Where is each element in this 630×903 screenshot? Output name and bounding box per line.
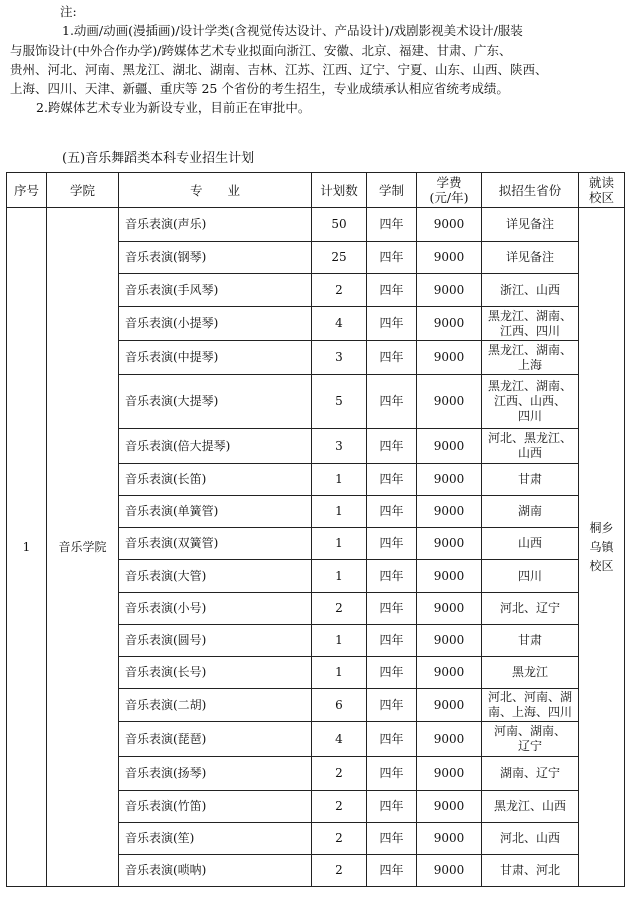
plan-cell: 25 bbox=[312, 242, 367, 274]
duration-cell: 四年 bbox=[367, 757, 417, 791]
major-cell: 音乐表演(大管) bbox=[119, 560, 312, 593]
header-duration: 学制 bbox=[367, 173, 417, 208]
provinces-cell: 湖南 bbox=[482, 496, 579, 528]
plan-cell: 3 bbox=[312, 341, 367, 375]
provinces-cell: 四川 bbox=[482, 560, 579, 593]
major-cell: 音乐表演(小号) bbox=[119, 593, 312, 625]
plan-cell: 50 bbox=[312, 208, 367, 242]
major-cell: 音乐表演(大提琴) bbox=[119, 375, 312, 429]
provinces-cell: 甘肃、河北 bbox=[482, 855, 579, 887]
section-title: (五)音乐舞蹈类本科专业招生计划 bbox=[62, 151, 255, 166]
notes-heading: 注: bbox=[60, 4, 77, 19]
major-cell: 音乐表演(钢琴) bbox=[119, 242, 312, 274]
duration-cell: 四年 bbox=[367, 341, 417, 375]
duration-cell: 四年 bbox=[367, 791, 417, 823]
duration-cell: 四年 bbox=[367, 689, 417, 722]
duration-cell: 四年 bbox=[367, 274, 417, 307]
provinces-cell: 黑龙江、湖南、 江西、山西、 四川 bbox=[482, 375, 579, 429]
duration-cell: 四年 bbox=[367, 208, 417, 242]
major-cell: 音乐表演(扬琴) bbox=[119, 757, 312, 791]
plan-cell: 1 bbox=[312, 657, 367, 689]
header-plan: 计划数 bbox=[312, 173, 367, 208]
fee-cell: 9000 bbox=[417, 341, 482, 375]
fee-cell: 9000 bbox=[417, 242, 482, 274]
provinces-cell: 甘肃 bbox=[482, 464, 579, 496]
fee-cell: 9000 bbox=[417, 375, 482, 429]
plan-cell: 1 bbox=[312, 528, 367, 560]
table-row bbox=[7, 208, 625, 242]
duration-cell: 四年 bbox=[367, 528, 417, 560]
fee-cell: 9000 bbox=[417, 657, 482, 689]
plan-cell: 4 bbox=[312, 307, 367, 341]
major-cell: 音乐表演(长号) bbox=[119, 657, 312, 689]
header-index: 序号 bbox=[7, 173, 47, 208]
duration-cell: 四年 bbox=[367, 560, 417, 593]
plan-cell: 2 bbox=[312, 855, 367, 887]
duration-cell: 四年 bbox=[367, 429, 417, 464]
fee-cell: 9000 bbox=[417, 855, 482, 887]
major-cell: 音乐表演(中提琴) bbox=[119, 341, 312, 375]
plan-cell: 2 bbox=[312, 593, 367, 625]
major-cell: 音乐表演(圆号) bbox=[119, 625, 312, 657]
provinces-cell: 湖南、辽宁 bbox=[482, 757, 579, 791]
provinces-cell: 黑龙江 bbox=[482, 657, 579, 689]
provinces-cell: 黑龙江、山西 bbox=[482, 791, 579, 823]
note-line: 上海、四川、天津、新疆、重庆等 25 个省份的考生招生，专业成绩承认相应省统考成绩。 bbox=[10, 81, 509, 96]
header-provinces: 拟招生省份 bbox=[482, 173, 579, 208]
fee-cell: 9000 bbox=[417, 208, 482, 242]
fee-cell: 9000 bbox=[417, 307, 482, 341]
note-line: 1.动画/动画(漫插画)/设计学类(含视觉传达设计、产品设计)/戏剧影视美术设计/服装 bbox=[62, 23, 523, 38]
fee-cell: 9000 bbox=[417, 560, 482, 593]
duration-cell: 四年 bbox=[367, 464, 417, 496]
group-index: 1 bbox=[7, 208, 47, 887]
plan-cell: 1 bbox=[312, 560, 367, 593]
provinces-cell: 山西 bbox=[482, 528, 579, 560]
fee-cell: 9000 bbox=[417, 496, 482, 528]
plan-cell: 2 bbox=[312, 823, 367, 855]
major-cell: 音乐表演(琵琶) bbox=[119, 722, 312, 757]
plan-cell: 1 bbox=[312, 625, 367, 657]
provinces-cell: 甘肃 bbox=[482, 625, 579, 657]
provinces-cell: 黑龙江、湖南、 上海 bbox=[482, 341, 579, 375]
plan-cell: 4 bbox=[312, 722, 367, 757]
major-cell: 音乐表演(二胡) bbox=[119, 689, 312, 722]
table-header-row bbox=[7, 173, 625, 208]
provinces-cell: 河北、黑龙江、 山西 bbox=[482, 429, 579, 464]
provinces-cell: 详见备注 bbox=[482, 242, 579, 274]
header-fee: 学费 (元/年) bbox=[417, 173, 482, 208]
major-cell: 音乐表演(手风琴) bbox=[119, 274, 312, 307]
provinces-cell: 河北、河南、湖 南、上海、四川 bbox=[482, 689, 579, 722]
fee-cell: 9000 bbox=[417, 274, 482, 307]
note-line: 贵州、河北、河南、黑龙江、湖北、湖南、吉林、江苏、江西、辽宁、宁夏、山东、山西、陕西、 bbox=[10, 62, 548, 77]
provinces-cell: 河南、湖南、 辽宁 bbox=[482, 722, 579, 757]
fee-cell: 9000 bbox=[417, 689, 482, 722]
plan-cell: 2 bbox=[312, 791, 367, 823]
plan-cell: 2 bbox=[312, 274, 367, 307]
major-cell: 音乐表演(笙) bbox=[119, 823, 312, 855]
group-college: 音乐学院 bbox=[47, 208, 119, 887]
provinces-cell: 详见备注 bbox=[482, 208, 579, 242]
fee-cell: 9000 bbox=[417, 429, 482, 464]
fee-cell: 9000 bbox=[417, 823, 482, 855]
duration-cell: 四年 bbox=[367, 496, 417, 528]
major-cell: 音乐表演(单簧管) bbox=[119, 496, 312, 528]
major-cell: 音乐表演(唢呐) bbox=[119, 855, 312, 887]
fee-cell: 9000 bbox=[417, 791, 482, 823]
duration-cell: 四年 bbox=[367, 625, 417, 657]
duration-cell: 四年 bbox=[367, 593, 417, 625]
major-cell: 音乐表演(声乐) bbox=[119, 208, 312, 242]
major-cell: 音乐表演(竹笛) bbox=[119, 791, 312, 823]
group-campus: 桐乡 乌镇 校区 bbox=[579, 208, 625, 887]
provinces-cell: 黑龙江、湖南、 江西、四川 bbox=[482, 307, 579, 341]
note-line: 2.跨媒体艺术专业为新设专业，目前正在审批中。 bbox=[36, 100, 311, 115]
fee-cell: 9000 bbox=[417, 625, 482, 657]
plan-cell: 5 bbox=[312, 375, 367, 429]
plan-cell: 1 bbox=[312, 496, 367, 528]
header-campus: 就读 校区 bbox=[579, 173, 625, 208]
provinces-cell: 河北、辽宁 bbox=[482, 593, 579, 625]
fee-cell: 9000 bbox=[417, 528, 482, 560]
plan-cell: 1 bbox=[312, 464, 367, 496]
plan-cell: 3 bbox=[312, 429, 367, 464]
provinces-cell: 河北、山西 bbox=[482, 823, 579, 855]
major-cell: 音乐表演(双簧管) bbox=[119, 528, 312, 560]
duration-cell: 四年 bbox=[367, 307, 417, 341]
duration-cell: 四年 bbox=[367, 657, 417, 689]
fee-cell: 9000 bbox=[417, 757, 482, 791]
duration-cell: 四年 bbox=[367, 375, 417, 429]
plan-cell: 6 bbox=[312, 689, 367, 722]
note-line: 与服饰设计(中外合作办学)/跨媒体艺术专业拟面向浙江、安徽、北京、福建、甘肃、广东、 bbox=[10, 43, 512, 58]
duration-cell: 四年 bbox=[367, 823, 417, 855]
plan-cell: 2 bbox=[312, 757, 367, 791]
fee-cell: 9000 bbox=[417, 464, 482, 496]
major-cell: 音乐表演(长笛) bbox=[119, 464, 312, 496]
fee-cell: 9000 bbox=[417, 722, 482, 757]
duration-cell: 四年 bbox=[367, 722, 417, 757]
duration-cell: 四年 bbox=[367, 855, 417, 887]
major-cell: 音乐表演(倍大提琴) bbox=[119, 429, 312, 464]
header-college: 学院 bbox=[47, 173, 119, 208]
enrollment-table bbox=[6, 172, 625, 887]
duration-cell: 四年 bbox=[367, 242, 417, 274]
header-major: 专 业 bbox=[119, 173, 312, 208]
major-cell: 音乐表演(小提琴) bbox=[119, 307, 312, 341]
provinces-cell: 浙江、山西 bbox=[482, 274, 579, 307]
fee-cell: 9000 bbox=[417, 593, 482, 625]
